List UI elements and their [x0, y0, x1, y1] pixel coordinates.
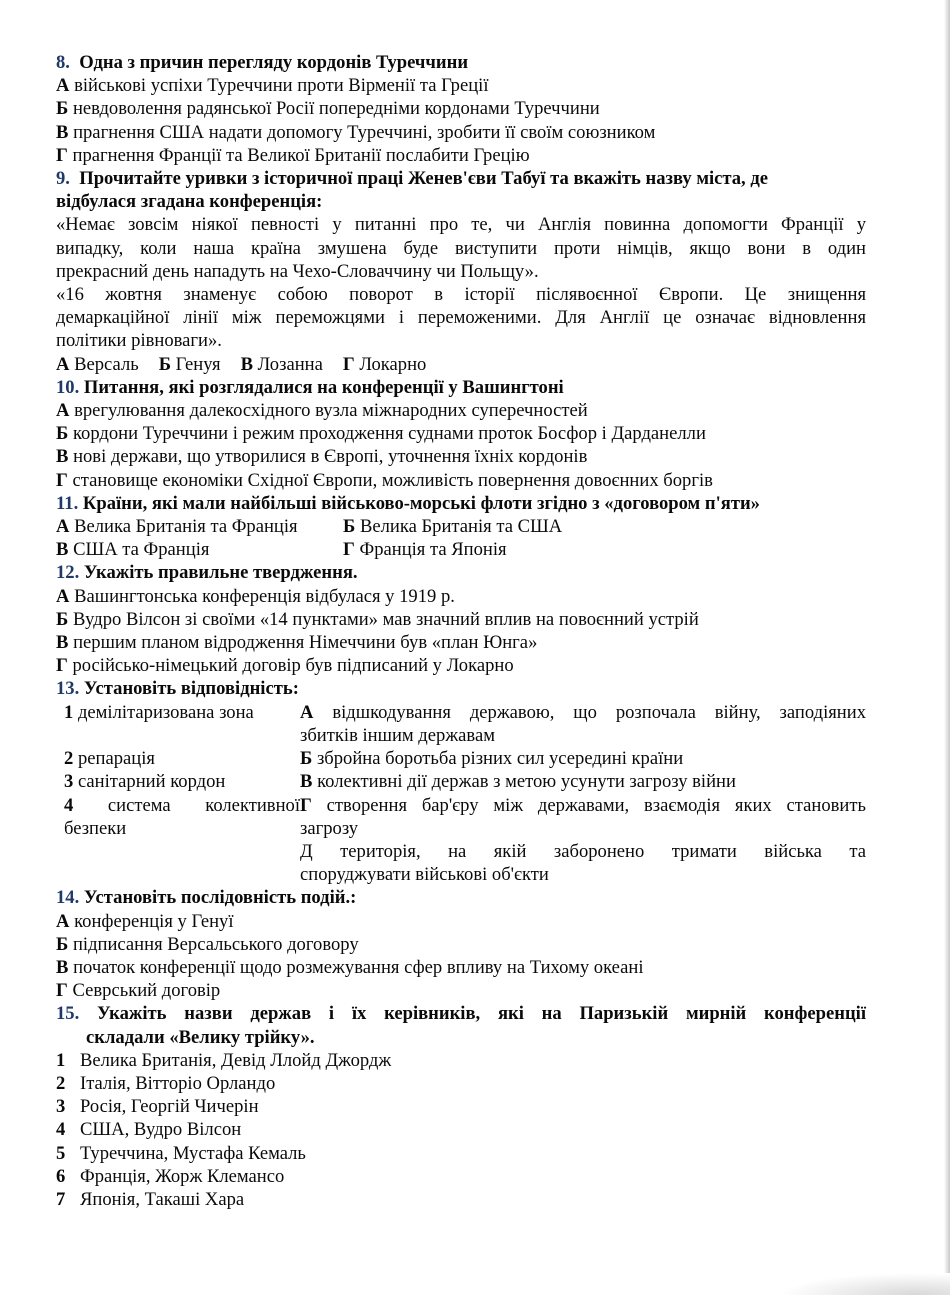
question-text: Установіть відповідність: — [83, 678, 299, 700]
option-text: Лозанна — [257, 353, 323, 375]
matching-term — [64, 747, 300, 770]
definition-letter: Г — [300, 794, 312, 816]
question-9-title — [56, 167, 866, 190]
list-item — [56, 1072, 866, 1095]
options-row — [56, 538, 866, 561]
option — [56, 585, 866, 608]
option-letter: В — [56, 121, 69, 143]
matching-definition-cont: збитків іншим державам — [300, 724, 495, 746]
option — [56, 422, 866, 445]
question-15-title — [56, 1002, 866, 1025]
question-text: Установіть послідовність подій.: — [83, 887, 357, 909]
option-text: початок конференції щодо розмежування сфер впливу на Тихому океані — [73, 956, 644, 978]
term-text: демілітаризована зона — [77, 701, 254, 723]
definition-text: створення бар'єру між державами, взаємодія яких становить — [326, 794, 866, 816]
options-row — [56, 515, 866, 538]
option-text: підписання Версальського договору — [72, 933, 359, 955]
item-text: Франція, Жорж Клемансо — [80, 1165, 285, 1187]
question-8-title — [56, 51, 866, 74]
option-text: Велика Британія та США — [359, 516, 563, 538]
quote-line: випадку, коли наша країна змушена буде виступити проти німців, якщо вони в один — [56, 237, 866, 259]
option — [56, 353, 139, 376]
definition-text: відшкодування державою, що розпочала війну, заподіяних — [332, 701, 866, 723]
matching-definition — [300, 840, 866, 863]
question-number: 11. — [56, 492, 79, 514]
option-text: Севрський договір — [72, 980, 221, 1002]
quote-line: «Немає зовсім ніякої певності у питанні про те, чи Англія повинна допомогти Франції у — [56, 214, 866, 236]
matching-spacer — [64, 724, 300, 747]
matching-left-column — [56, 701, 300, 887]
question-number: 8. — [56, 52, 70, 73]
definition-text: збройна боротьба різних сил усередині країни — [316, 748, 684, 770]
question-10-title — [56, 376, 866, 399]
matching-definition-cont: загрозу — [300, 817, 359, 839]
item-number: 6 — [56, 1165, 66, 1187]
option-text: Вашингтонська конференція відбулася у 1919 р. — [74, 585, 455, 607]
question-14-title — [56, 886, 866, 909]
option-text: першим планом відродження Німеччини був «план Юнга» — [73, 632, 538, 654]
question-number: 12. — [56, 562, 80, 584]
option-text: врегулювання далекосхідного вузла міжнародних суперечностей — [74, 400, 588, 422]
option-text: становище економіки Східної Європи, можливість повернення довоєнних боргів — [72, 469, 713, 491]
quote-line: демаркаційної лінії між переможцями і переможеними. Для Англії це означає відновлення — [56, 307, 866, 329]
definition-letter: Б — [300, 748, 313, 770]
option-letter: Г — [56, 980, 68, 1002]
question-number: 10. — [56, 376, 80, 398]
option-text: Велика Британія та Франція — [74, 516, 298, 538]
definition-letter: А — [300, 701, 314, 723]
question-text: Укажіть назви держав і їх керівників, які на Паризькій мирній конференції — [97, 1003, 866, 1025]
option-letter: А — [56, 400, 70, 422]
question-number: 13. — [56, 678, 80, 700]
option-letter: В — [56, 956, 69, 978]
option-letter: Г — [56, 144, 68, 166]
question-text: Прочитайте уривки з історичної праці Женев'єви Табуї та вкажіть назву міста, де — [79, 168, 769, 190]
option-letter: А — [56, 910, 70, 932]
option-letter: В — [56, 446, 69, 468]
term-number: 3 — [64, 771, 74, 793]
option-text: конференція у Генуї — [74, 910, 234, 932]
question-text: Одна з причин перегляду кордонів Туреччини — [79, 52, 469, 73]
option — [241, 353, 323, 376]
item-text: США, Вудро Вілсон — [80, 1119, 242, 1141]
quote-line: політики рівноваги». — [56, 330, 222, 352]
option — [343, 538, 507, 561]
option-text: Вудро Вілсон зі своїми «14 пунктами» мав значний вплив на повоєнний устрій — [72, 608, 699, 630]
item-number: 3 — [56, 1096, 66, 1118]
list-item — [56, 1049, 866, 1072]
option-letter: Б — [158, 353, 171, 375]
option — [56, 979, 866, 1002]
option-letter: В — [240, 353, 253, 375]
option-text: США та Франція — [73, 539, 210, 561]
matching-definition — [300, 770, 866, 793]
list-item — [56, 1118, 866, 1141]
question-text: Країни, які мали найбільші військово-морські флоти згідно з «договором п'яти» — [82, 492, 760, 514]
item-number: 7 — [56, 1188, 66, 1210]
list-item — [56, 1142, 866, 1165]
option — [343, 515, 562, 538]
option-letter: Г — [56, 469, 68, 491]
option-letter: Г — [342, 353, 355, 375]
option-text: невдоволення радянської Росії попередніми кордонами Туреччини — [72, 98, 600, 120]
question-number: 15. — [56, 1003, 80, 1025]
option-letter: Б — [56, 933, 69, 955]
option — [56, 74, 866, 97]
option — [56, 538, 343, 561]
definition-letter: Д — [300, 840, 313, 862]
option-letter: А — [56, 353, 70, 375]
matching-definition — [300, 747, 866, 770]
option-letter: В — [56, 539, 69, 561]
option-letter: В — [56, 632, 69, 654]
option-letter: А — [56, 516, 70, 538]
list-item — [56, 1188, 866, 1211]
option — [56, 97, 866, 120]
option-letter: Б — [343, 516, 356, 538]
option — [56, 445, 866, 468]
option — [56, 956, 866, 979]
matching-definition-cont: споруджувати військові об'єкти — [300, 864, 549, 886]
definition-letter: В — [300, 771, 313, 793]
option — [56, 144, 866, 167]
option — [56, 631, 866, 654]
question-15-title-cont: складали «Велику трійку». — [86, 1026, 315, 1048]
option-text: прагнення Франції та Великої Британії послабити Грецію — [72, 144, 530, 166]
option — [56, 910, 866, 933]
option-text: російсько-німецький договір був підписаний у Локарно — [72, 655, 514, 677]
list-item — [56, 1095, 866, 1118]
item-text: Велика Британія, Девід Ллойд Джордж — [80, 1049, 392, 1071]
option — [56, 933, 866, 956]
option — [56, 121, 866, 144]
matching-right-column — [300, 701, 866, 887]
matching-term — [64, 701, 300, 724]
option-text: Генуя — [175, 353, 221, 375]
item-number: 2 — [56, 1072, 66, 1094]
question-number: 14. — [56, 887, 80, 909]
option-text: прагнення США надати допомогу Туреччині, зробити її своїм союзником — [73, 121, 656, 143]
term-number: 2 — [64, 748, 74, 770]
matching-term-cont: безпеки — [64, 817, 127, 839]
matching-definition — [300, 701, 866, 724]
option — [159, 353, 221, 376]
scan-corner-shadow — [780, 1273, 950, 1295]
question-9-title-cont: відбулася згадана конференція: — [56, 191, 323, 213]
term-number: 1 — [64, 701, 74, 723]
term-text: система колективної — [107, 794, 300, 816]
item-text: Туреччина, Мустафа Кемаль — [80, 1142, 306, 1164]
item-number: 5 — [56, 1142, 66, 1164]
item-number: 1 — [56, 1049, 66, 1071]
scan-edge-shadow — [944, 0, 950, 1295]
definition-text: територія, на якій заборонено тримати війська та — [340, 840, 866, 862]
document-page — [56, 51, 866, 1211]
question-number: 9. — [56, 168, 70, 190]
list-item — [56, 1165, 866, 1188]
question-11-title — [56, 492, 866, 515]
options-row — [56, 353, 866, 376]
option-text: Франція та Японія — [359, 539, 507, 561]
option-text: кордони Туреччини і режим проходження суднами проток Босфор і Дарданелли — [72, 423, 706, 445]
term-number: 4 — [64, 794, 74, 816]
option-letter: Г — [56, 655, 68, 677]
definition-text: колективні дії держав з метою усунути загрозу війни — [317, 771, 736, 793]
option — [56, 399, 866, 422]
question-text: Питання, які розглядалися на конференції у Вашингтоні — [83, 376, 564, 398]
item-text: Італія, Вітторіо Орландо — [80, 1072, 276, 1094]
option-text: нові держави, що утворилися в Європі, уточнення їхніх кордонів — [73, 446, 588, 468]
question-12-title — [56, 561, 866, 584]
option-letter: Б — [56, 608, 69, 630]
option-letter: Г — [343, 539, 355, 561]
option — [56, 654, 866, 677]
matching-term — [64, 794, 300, 817]
option-letter: А — [56, 75, 70, 97]
option-letter: А — [56, 585, 70, 607]
item-number: 4 — [56, 1119, 66, 1141]
option — [56, 515, 343, 538]
option — [56, 608, 866, 631]
option-text: військові успіхи Туреччини проти Вірменії та Греції — [74, 75, 489, 97]
question-13-title — [56, 677, 866, 700]
item-text: Японія, Такаші Хара — [80, 1188, 245, 1210]
quote-line: прекрасний день нападуть на Чехо-Словаччину чи Польщу». — [56, 260, 539, 282]
option — [343, 353, 427, 376]
term-text: репарація — [77, 748, 155, 770]
matching-term — [64, 770, 300, 793]
option-text: Локарно — [359, 353, 427, 375]
option — [56, 469, 866, 492]
term-text: санітарний кордон — [77, 771, 226, 793]
option-letter: Б — [56, 423, 69, 445]
matching-table — [56, 701, 866, 887]
matching-definition — [300, 794, 866, 817]
option-letter: Б — [56, 98, 69, 120]
item-text: Росія, Георгій Чичерін — [80, 1096, 259, 1118]
question-text: Укажіть правильне твердження. — [83, 562, 358, 584]
quote-line: «16 жовтня знаменує собою поворот в історії післявоєнної Європи. Це знищення — [56, 284, 866, 306]
option-text: Версаль — [74, 353, 139, 375]
